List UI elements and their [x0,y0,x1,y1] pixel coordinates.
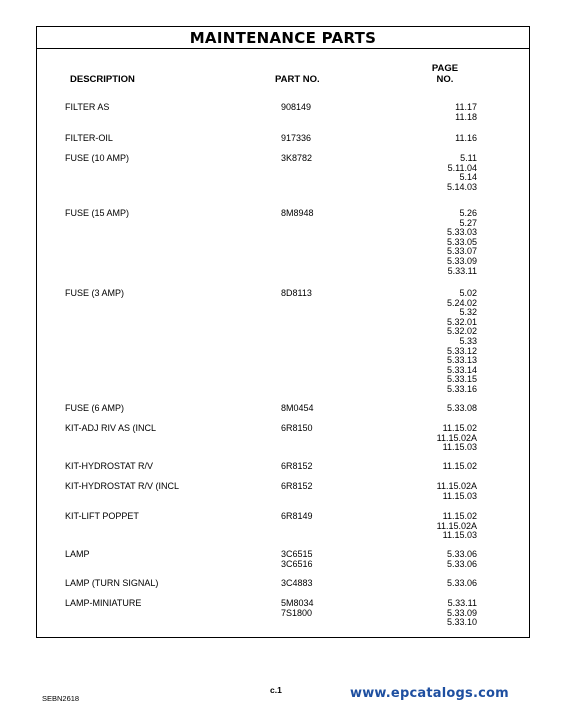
part-description: KIT-HYDROSTAT R/V [65,461,154,471]
part-description: FUSE (15 AMP) [65,208,130,218]
page-references [421,579,477,589]
page-reference: 5.33.16 [446,383,477,394]
part-number: 7S1800 [281,607,313,618]
page-reference: 5.33.06 [446,549,477,559]
website-watermark: www.epcatalogs.com [350,686,509,701]
page-reference: 5.33.03 [446,227,477,238]
part-number: 8D8113 [281,288,312,298]
page-reference: 5.32 [459,307,477,318]
part-number: 6R8152 [281,481,313,491]
page-reference: 5.33.09 [446,607,477,618]
page-reference: 11.15.02 [442,423,477,433]
part-numbers [281,579,313,589]
part-numbers [281,550,313,569]
document-code: SEBN2618 [42,694,80,703]
header-description: DESCRIPTION [70,74,135,85]
part-description: KIT-ADJ RIV AS (INCL [65,423,157,433]
page-reference: 5.33.13 [446,355,477,366]
title-bar [37,27,529,49]
page-references [421,209,477,276]
page-title: MAINTENANCE PARTS [189,28,377,47]
page-reference: 11.15.02A [436,432,477,443]
part-numbers [281,424,313,434]
page-references [421,512,477,541]
part-description: FUSE (6 AMP) [65,403,125,413]
part-number: 917336 [281,133,312,143]
part-numbers [281,599,314,618]
page-reference: 5.14.03 [446,181,477,192]
part-number: 908149 [281,102,312,112]
part-numbers [281,154,312,164]
part-numbers [281,512,313,522]
page-reference: 5.24.02 [446,297,477,308]
page-reference: 5.33.10 [446,617,477,628]
part-number: 8M0454 [281,403,314,413]
page-reference: 11.17 [455,102,477,112]
header-no-label: NO. [436,74,454,85]
page-references [421,424,477,453]
part-numbers [281,462,313,472]
part-number: 8M8948 [281,208,314,218]
part-description: KIT-HYDROSTAT R/V (INCL [65,481,180,491]
page-reference: 5.32.01 [446,316,477,327]
page-references [421,599,477,628]
page-reference: 5.33.07 [446,246,477,257]
part-number: 3C4883 [281,578,313,588]
page-reference: 11.16 [455,133,477,143]
part-number: 5M8034 [281,598,314,608]
part-number: 6R8149 [281,511,313,521]
page-reference: 5.33 [459,335,477,346]
page-reference: 5.11 [460,153,477,163]
parts-table-frame [36,26,530,638]
page-reference: 11.15.02A [436,520,477,531]
header-part-no: PART NO. [275,74,320,85]
page-reference: 5.33.06 [446,578,477,588]
part-number: 3C6516 [281,558,313,569]
page-references [421,550,477,569]
page-reference: 11.15.03 [442,490,477,501]
page-references [421,404,477,414]
page-reference: 5.33.08 [446,403,477,413]
part-description: FUSE (10 AMP) [65,153,130,163]
part-description: LAMP (TURN SIGNAL) [65,578,159,588]
page-reference: 5.33.09 [446,255,477,266]
page-reference: 5.33.14 [446,364,477,375]
part-numbers [281,482,313,492]
page-reference: 5.33.06 [446,558,477,569]
part-description: KIT-LIFT POPPET [65,511,139,521]
page-reference: 5.33.11 [447,598,477,608]
page-reference: 5.33.11 [447,265,477,276]
page-reference: 5.32.02 [446,326,477,337]
part-numbers [281,103,311,113]
part-description: LAMP-MINIATURE [65,598,142,608]
part-numbers [281,134,311,144]
part-number: 3C6515 [281,549,313,559]
page-reference: 11.15.02A [436,481,477,491]
page-reference: 11.15.02 [442,511,477,521]
page-reference: 5.11.04 [447,162,477,173]
page-reference: 5.33.15 [446,374,477,385]
page-references [421,154,477,192]
page-references [421,462,477,472]
header-page-no [425,63,465,85]
page-references [421,289,477,395]
page-reference: 5.14 [459,172,477,183]
page-reference: 5.27 [459,217,477,228]
part-description: FILTER AS [65,102,110,112]
page-references [421,482,477,501]
page-reference: 5.26 [459,208,477,218]
page-reference: 11.15.02 [442,461,477,471]
page-reference: 5.33.05 [446,236,477,247]
page-reference: 11.18 [455,111,477,122]
part-number: 3K8782 [281,153,313,163]
part-numbers [281,209,314,219]
page-references [421,134,477,144]
part-number: 6R8152 [281,461,313,471]
part-number: 6R8150 [281,423,313,433]
part-description: LAMP [65,549,90,559]
part-description: FUSE (3 AMP) [65,288,125,298]
page-number: c.1 [270,685,282,695]
part-description: FILTER-OIL [65,133,113,143]
page-references [421,103,477,122]
part-numbers [281,404,314,414]
page-reference: 11.15.03 [442,442,477,453]
page-reference: 5.02 [459,288,477,298]
page-reference: 11.15.03 [442,530,477,541]
part-numbers [281,289,312,299]
header-page-label: PAGE [431,63,459,74]
page-reference: 5.33.12 [446,345,477,356]
